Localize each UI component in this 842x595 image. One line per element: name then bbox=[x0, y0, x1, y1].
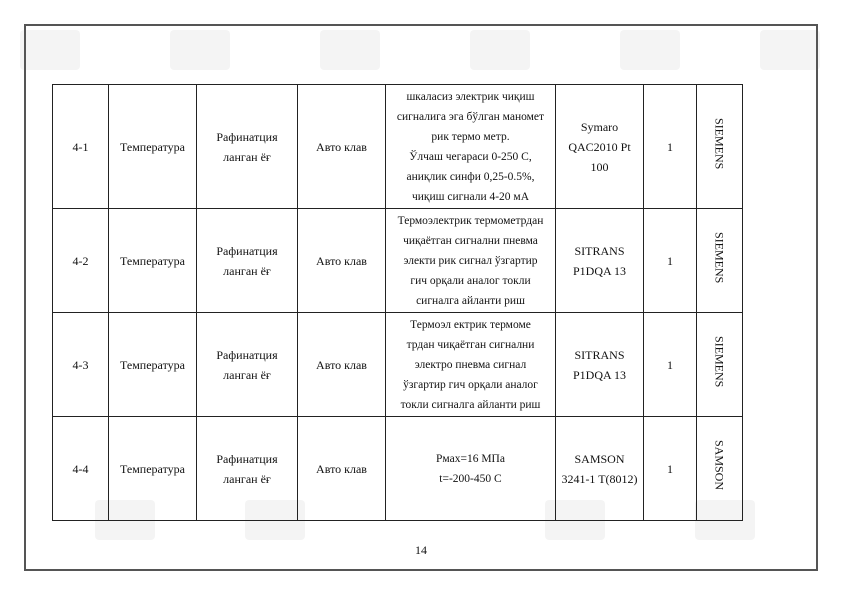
table-row bbox=[53, 417, 743, 521]
cell-location: Авто клав bbox=[298, 85, 386, 209]
cell-manufacturer bbox=[697, 85, 743, 209]
cell-quantity: 1 bbox=[644, 209, 697, 313]
cell-description: шкаласиз электрик чиқиш сигналига эга бўлган маномет рик термо метр. Ўлчаш чегараси 0-250 С, аниқлик синфи 0,25-0.5%, чиқиш сигнали 4-20 мА bbox=[386, 85, 556, 209]
table-row bbox=[53, 85, 743, 209]
cell-medium: Рафинатция ланган ёғ bbox=[197, 417, 298, 521]
manufacturer-label: SAMSON bbox=[712, 440, 727, 491]
cell-position-number: 4-2 bbox=[53, 209, 109, 313]
cell-manufacturer bbox=[697, 209, 743, 313]
cell-manufacturer bbox=[697, 417, 743, 521]
equipment-spec-table bbox=[52, 84, 743, 521]
cell-location: Авто клав bbox=[298, 417, 386, 521]
table-row bbox=[53, 209, 743, 313]
cell-location: Авто клав bbox=[298, 313, 386, 417]
cell-model: SITRANS P1DQA 13 bbox=[556, 313, 644, 417]
cell-description: Pмах=16 МПа t=-200-450 С bbox=[386, 417, 556, 521]
cell-parameter: Температура bbox=[109, 209, 197, 313]
cell-quantity: 1 bbox=[644, 313, 697, 417]
cell-description: Термоэлектрик термометрдан чиқаётган сигнални пневма электи рик сигнал ўзгартир гич орқали аналог токли сигналга айланти риш bbox=[386, 209, 556, 313]
cell-position-number: 4-4 bbox=[53, 417, 109, 521]
cell-model: SITRANS P1DQA 13 bbox=[556, 209, 644, 313]
cell-medium: Рафинатция ланган ёғ bbox=[197, 313, 298, 417]
cell-quantity: 1 bbox=[644, 417, 697, 521]
manufacturer-label: SIEMENS bbox=[712, 335, 727, 388]
table-row bbox=[53, 313, 743, 417]
cell-parameter: Температура bbox=[109, 85, 197, 209]
cell-medium: Рафинатция ланган ёғ bbox=[197, 85, 298, 209]
manufacturer-label: SIEMENS bbox=[712, 117, 727, 170]
cell-model: SAMSON 3241-1 T(8012) bbox=[556, 417, 644, 521]
cell-location: Авто клав bbox=[298, 209, 386, 313]
cell-parameter: Температура bbox=[109, 313, 197, 417]
cell-parameter: Температура bbox=[109, 417, 197, 521]
page-number: 14 bbox=[415, 543, 427, 557]
cell-position-number: 4-3 bbox=[53, 313, 109, 417]
cell-position-number: 4-1 bbox=[53, 85, 109, 209]
cell-manufacturer bbox=[697, 313, 743, 417]
cell-description: Термоэл ектрик термоме трдан чиқаётган сигнални электро пневма сигнал ўзгартир гич орқали аналог токли сигналга айланти риш bbox=[386, 313, 556, 417]
manufacturer-label: SIEMENS bbox=[712, 231, 727, 284]
cell-model: Symaro QAC2010 Pt 100 bbox=[556, 85, 644, 209]
cell-quantity: 1 bbox=[644, 85, 697, 209]
cell-medium: Рафинатция ланган ёғ bbox=[197, 209, 298, 313]
